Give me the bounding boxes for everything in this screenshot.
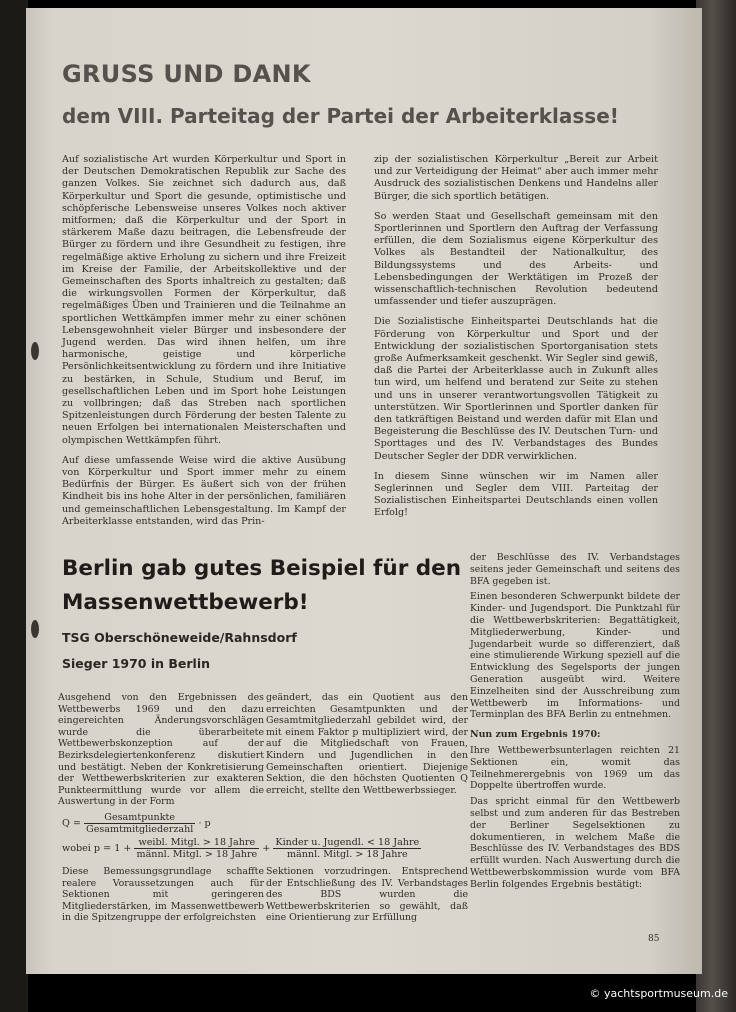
bottom-article-column-1: [58, 692, 264, 816]
formula-q: Q = $\frac{\text{Gesamtpunkte}}{\text{Gesamtmitgliederzahl}}$ · p: [62, 812, 211, 835]
top-article-column-1: [62, 154, 346, 536]
headline-gruss-und-dank: GRUSS UND DANK: [62, 60, 311, 88]
punch-hole-icon: [31, 342, 39, 360]
fraction: $\frac{\text{Gesamtpunkte}}{\text{Gesamtmitgliederzahl}}$: [86, 812, 194, 835]
paragraph: zip der sozialistischen Körperkultur „Bereit zur Arbeit und zur Verteidigung der Heimat“ aber auch immer mehr Ausdruck des sozialistischen Denkens und Handelns aller Bürger, die sich sportlich betätigen.: [374, 154, 658, 202]
book-edge-right: [696, 0, 736, 1012]
paragraph: Auf diese umfassende Weise wird die aktive Ausübung von Körperkultur und Sport immer mehr zu einem Bedürfnis der Bürger. Es äußert sich von der frühen Kindheit bis ins hohe Alter in der persönlichen, familiären und gemeinschaftlichen Lebensgestaltung. Im Kampf der Arbeiterklasse entstanden, wird das Prin-: [62, 454, 346, 527]
formula-p: wobei p = 1 + $\frac{\text{weibl. Mitgl. > 18 Jahre}}{\text{männl. Mitgl. > 18 Jahre}}$ + $\frac{\text{Kinder u. Jugendl. < 18 Jahre}}{\text{männl. Mitgl. > 18 Jahre}}$: [62, 837, 420, 860]
paragraph: Das spricht einmal für den Wettbewerb selbst und zum anderen für das Bestreben der Berliner Segelsektionen zu dokumentieren, in welchem Maße die Beschlüsse des IV. Verbandstages des BDS erfüllt wurden. Nach Auswertung durch die Wettbewerbskommission wurde vom BFA Berlin folgendes Ergebnis bestätigt:: [470, 796, 680, 890]
bottom-article-column-2: [266, 692, 468, 804]
paragraph: Auf sozialistische Art wurden Körperkultur und Sport in der Deutschen Demokratischen Republik zur Sache des ganzen Volkes. Sie zeichnet sich dadurch aus, daß Körperkultur und Sport die gesunde, optimistische und schöpferische Lebensweise unseres Volkes noch aktiver mitformen; daß die Körperkultur und der Sport in stärkerem Maße dazu beitragen, die Lebensfreude der Bürger zu fördern und ihre Gesundheit zu festigen, ihre regelmäßige aktive Erholung zu sichern und ihre Freizeit im Kreise der Familie, der Arbeitskollektive und der Gemeinschaften des Sports inhaltreich zu gestalten; daß die wirkungsvollen Formen der Körperkultur, daß regelmäßiges Üben und Trainieren und die Teilnahme an sportlichen Wettkämpfen immer mehr zu einer schönen Lebensgewohnheit vieler Bürger und insbesondere der Jugend werden. Das wird ihnen helfen, um ihre harmonische, geistige und körperliche Persönlichkeitsentwicklung zu fördern und ihre Initiative zu bestärken, in Schule, Studium und Beruf, im gesellschaftlichen Leben und im Sport hohe Leistungen zu vollbringen; daß das Streben nach sportlichen Spitzenleistungen durch Förderung der besten Talente zu neuen Erfolgen bei internationalen Meisterschaften und olympischen Wettkämpfen führt.: [62, 154, 346, 446]
headline-berlin: Berlin gab gutes Beispiel für den Massenwettbewerb!: [62, 556, 462, 615]
paragraph: Diese Bemessungsgrundlage schaffte realere Voraussetzungen auch für Sektionen mit geringeren Mitgliederstärken, im Massenwettbewerb in die Spitzengruppe der erfolgreichsten: [62, 866, 264, 924]
watermark: © yachtsportmuseum.de: [589, 987, 728, 1000]
headline-parteitag: dem VIII. Parteitag der Partei der Arbeiterklasse!: [62, 104, 619, 128]
paragraph: Sektionen vorzudringen. Entsprechend der Entschließung des IV. Verbandstages des BDS wurden die Wettbewerbskriterien so gewählt, daß eine Orientierung zur Erfüllung: [266, 866, 468, 924]
desk-background-left: [0, 0, 28, 1012]
paragraph: Einen besonderen Schwerpunkt bildete der Kinder- und Jugendsport. Die Punktzahl für die Wettbewerbskriterien: Begattätigkeit, Mitgliederwerbung, Kinder- und Jugendarbeit wurde so differenziert, daß eine stimulierende Wirkung speziell auf die Entwicklung des Segelsports der jungen Generation ausgeübt wird. Weitere Einzelheiten sind der Ausschreibung zum Wettbewerb im Informations- und Terminplan des BFA Berlin zu entnehmen.: [470, 591, 680, 721]
paragraph: Ihre Wettbewerbsunterlagen reichten 21 Sektionen ein, womit das Teilnehmerergebnis von 1969 um das Doppelte übertroffen wurde.: [470, 744, 680, 792]
bottom-article-right-column: [470, 552, 680, 895]
top-article-column-2: [374, 154, 658, 528]
fraction: $\frac{\text{Kinder u. Jugendl. < 18 Jahre}}{\text{männl. Mitgl. > 18 Jahre}}$: [275, 837, 420, 860]
section-heading: Nun zum Ergebnis 1970:: [470, 729, 601, 741]
subheadline-club: TSG Oberschöneweide/Rahnsdorf: [62, 630, 297, 645]
magazine-page: [26, 8, 702, 974]
paragraph: der Beschlüsse des IV. Verbandstages seitens jeder Gemeinschaft und seitens des BFA gegeben ist.: [470, 552, 680, 587]
subheadline-winner: Sieger 1970 in Berlin: [62, 656, 211, 671]
paragraph: geändert, das ein Quotient aus den erreichten Gesamtpunkten und der Gesamtmitgliederzahl gebildet wird, der mit einem Faktor p multipliziert wird, der auf die Mitgliedschaft von Frauen, Kindern und Jugendlichen in den Gemeinschaften orientiert. Diejenige Sektion, die den höchsten Quotienten Q erreicht, stellte den Wettbewerbssieger.: [266, 692, 468, 796]
paragraph: Ausgehend von den Ergebnissen des Wettbewerbs 1969 und den dazu eingereichten Änderungsvorschlägen wurde die überarbeitete Wettbewerbskonzeption auf der Bezirksdelegiertenkonferenz diskutiert und bestätigt. Neben der Konkretisierung der Wettbewerbskriterien zur exakteren Punkteermittlung wurde vor allem die Auswertung in der Form: [58, 692, 264, 808]
paragraph: In diesem Sinne wünschen wir im Namen aller Seglerinnen und Segler dem VIII. Parteitag der Sozialistischen Einheitspartei Deutschlands einen vollen Erfolg!: [374, 470, 658, 519]
bottom-article-column-4: [266, 866, 468, 932]
bottom-article-column-3: [62, 866, 264, 932]
fraction: $\frac{\text{weibl. Mitgl. > 18 Jahre}}{\text{männl. Mitgl. > 18 Jahre}}$: [136, 837, 258, 860]
formula-block: [62, 812, 421, 860]
paragraph: So werden Staat und Gesellschaft gemeinsam mit den Sportlerinnen und Sportlern den Auftrag der Verfassung erfüllen, die dem Sozialismus eigene Körperkultur des Volkes als Bestandteil der Nationalkultur, des Bildungssystems und des Arbeits- und Lebensbedingungen der Werktätigen im Prozeß der wissenschaftlich-technischen Revolution bedeutend umfassender und tiefer auszuprägen.: [374, 210, 658, 308]
paragraph: Die Sozialistische Einheitspartei Deutschlands hat die Förderung von Körperkultur und Sport und der Entwicklung der sozialistischen Sportorganisation stets große Aufmerksamkeit geschenkt. Wir Segler sind gewiß, daß die Partei der Arbeiterklasse auch in Zukunft alles tun wird, um helfend und beratend zur Seite zu stehen und uns in unserer verantwortungsvollen Tätigkeit zu unterstützen. Wir Sportlerinnen und Sportler danken für den tatkräftigen Beistand und werden dafür mit Elan und Begeisterung die Beschlüsse des IV. Deutschen Turn- und Sporttages und des IV. Verbandstages des Bundes Deutscher Segler der DDR verwirklichen.: [374, 316, 658, 462]
punch-hole-icon: [31, 620, 39, 638]
page-number: 85: [648, 934, 660, 944]
